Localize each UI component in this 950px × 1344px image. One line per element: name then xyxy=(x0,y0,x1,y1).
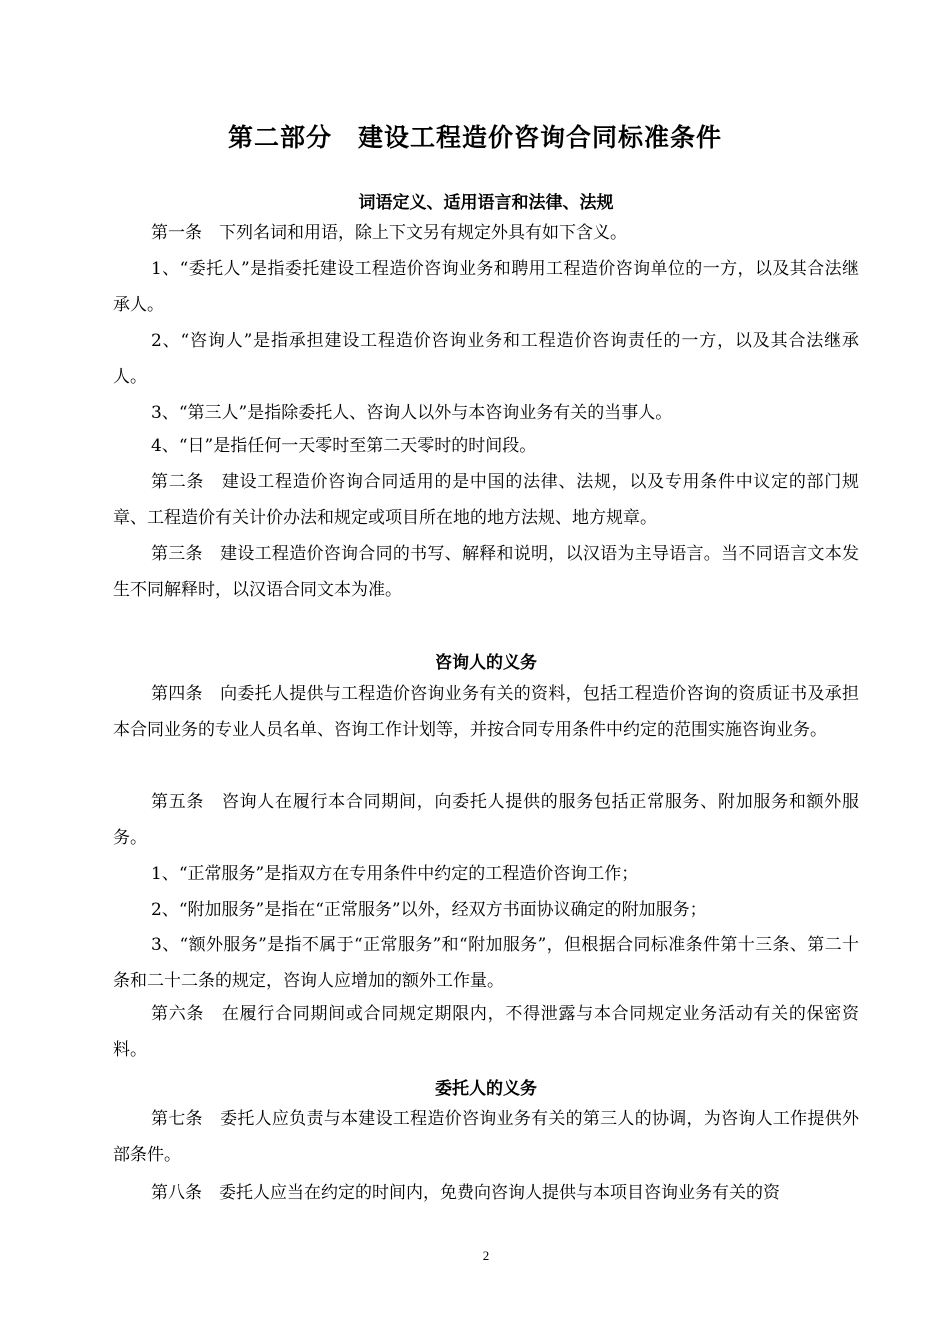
paragraph: 4、“日”是指任何一天零时至第二天零时的时间段。 xyxy=(151,436,537,456)
paragraph: 第八条 委托人应当在约定的时间内，免费向咨询人提供与本项目咨询业务有关的资 xyxy=(151,1183,780,1203)
paragraph: 2、“咨询人”是指承担建设工程造价咨询业务和工程造价咨询责任的一方，以及其合法继承人。 xyxy=(113,331,859,387)
page-number: 2 xyxy=(482,1248,490,1263)
paragraph: 第一条 下列名词和用语，除上下文另有规定外具有如下含义。 xyxy=(151,223,627,243)
paragraph: 2、“附加服务”是指在“正常服务”以外，经双方书面协议确定的附加服务； xyxy=(151,900,707,920)
paragraph: 1、“委托人”是指委托建设工程造价咨询业务和聘用工程造价咨询单位的一方，以及其合法继承人。 xyxy=(113,259,859,315)
paragraph: 第三条 建设工程造价咨询合同的书写、解释和说明，以汉语为主导语言。当不同语言文本发生不同解释时，以汉语合同文本为准。 xyxy=(113,544,859,600)
page-title: 第二部分 建设工程造价咨询合同标准条件 xyxy=(227,123,722,152)
paragraph: 第七条 委托人应负责与本建设工程造价咨询业务有关的第三人的协调，为咨询人工作提供外部条件。 xyxy=(113,1109,859,1165)
paragraph: 第四条 向委托人提供与工程造价咨询业务有关的资料，包括工程造价咨询的资质证书及承担本合同业务的专业人员名单、咨询工作计划等，并按合同专用条件中约定的范围实施咨询业务。 xyxy=(113,684,859,740)
section-heading-consultant-obligations: 咨询人的义务 xyxy=(435,653,537,673)
paragraph: 3、“额外服务”是指不属于“正常服务”和“附加服务”，但根据合同标准条件第十三条、第二十条和二十二条的规定，咨询人应增加的额外工作量。 xyxy=(113,935,859,991)
paragraph: 第五条 咨询人在履行本合同期间，向委托人提供的服务包括正常服务、附加服务和额外服务。 xyxy=(113,792,859,848)
paragraph: 第二条 建设工程造价咨询合同适用的是中国的法律、法规，以及专用条件中议定的部门规章、工程造价有关计价办法和规定或项目所在地的地方法规、地方规章。 xyxy=(113,472,859,528)
section-heading-client-obligations: 委托人的义务 xyxy=(435,1079,537,1099)
paragraph: 1、“正常服务”是指双方在专用条件中约定的工程造价咨询工作； xyxy=(151,864,639,884)
section-heading-definitions: 词语定义、适用语言和法律、法规 xyxy=(358,193,614,213)
paragraph: 3、“第三人”是指除委托人、咨询人以外与本咨询业务有关的当事人。 xyxy=(151,403,673,423)
paragraph: 第六条 在履行合同期间或合同规定期限内，不得泄露与本合同规定业务活动有关的保密资料。 xyxy=(113,1004,859,1060)
